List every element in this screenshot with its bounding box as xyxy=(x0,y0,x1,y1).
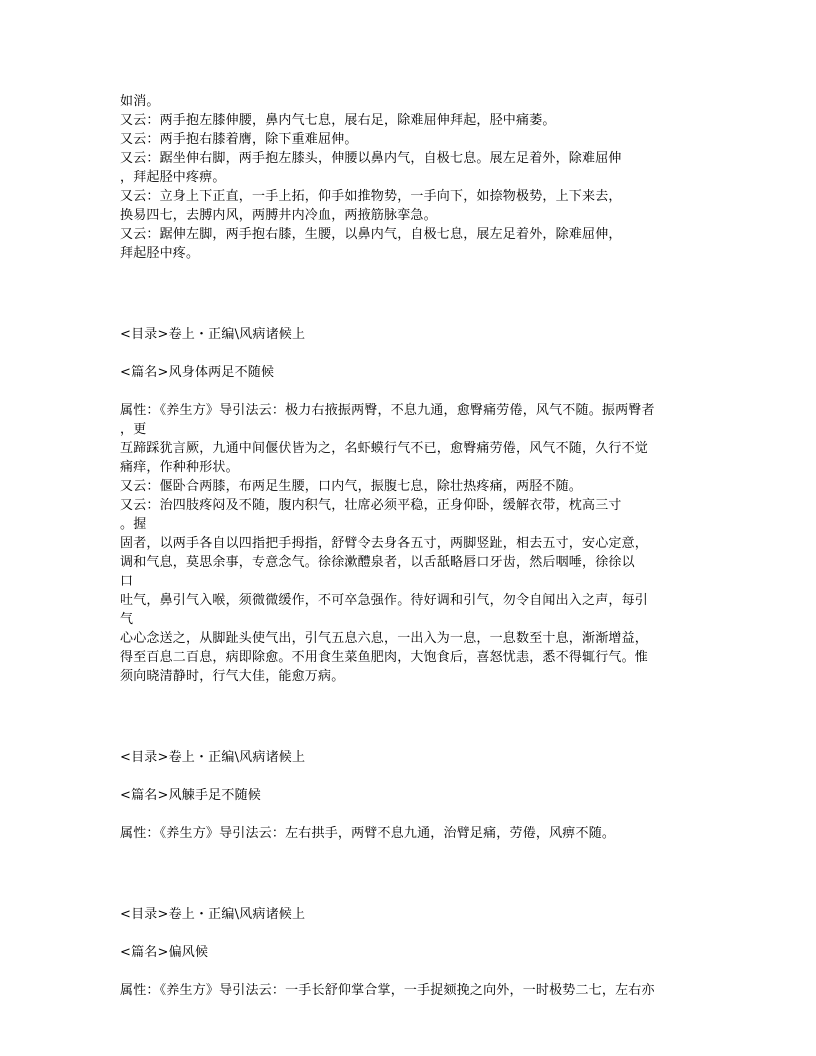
body-line: 心心念送之，从脚趾头使气出，引气五息六息，一出入为一息，一息数至十息，渐渐增益， xyxy=(120,631,649,646)
text-line: 又云：踞坐伸右脚，两手抱左膝头，伸腰以鼻内气，自极七息。展左足着外，除难屈伸 xyxy=(120,151,622,166)
section-title: <篇名>风觫手足不随候 xyxy=(120,788,261,803)
body-line: ，更 xyxy=(120,422,147,437)
body-line: 痛痒，作种种形状。 xyxy=(120,460,239,475)
text-line: 又云：两手抱右膝着膺，除下重难屈伸。 xyxy=(120,132,358,147)
section-spacer xyxy=(120,686,700,748)
section-pianfeng xyxy=(120,905,700,1000)
body-line: 属性：《养生方》导引法云：一手长舒仰掌合掌，一手捉颏挽之向外，一时极势二七，左右亦 xyxy=(120,983,655,998)
body-line: 又云：偃卧合两膝，布两足生腰，口内气，振腹七息，除壮热疼痛，两胫不随。 xyxy=(120,479,583,494)
body-line: 口 xyxy=(120,574,134,589)
section-title: <篇名>偏风候 xyxy=(120,945,209,960)
text-line: ，拜起胫中疼痹。 xyxy=(120,170,226,185)
text-line: 如消。 xyxy=(120,94,160,109)
body-line: 固者，以两手各自以四指把手拇指，舒臂令去身各五寸，两脚竖趾，相去五寸，安心定意， xyxy=(120,536,649,551)
text-line: 又云：立身上下正直，一手上拓，仰手如推物势，一手向下，如捺物极势，上下来去， xyxy=(120,189,622,204)
text-line: 换易四七，去膊内风，两膊井内冷血，两掖筋脉挛急。 xyxy=(120,208,437,223)
body-line: 又云：治四肢疼闷及不随，腹内积气，壮席必须平稳，正身仰卧，缓解衣带，枕高三寸 xyxy=(120,498,622,513)
text-line: 拜起胫中疼。 xyxy=(120,246,200,261)
document-page xyxy=(120,92,700,1000)
body-line: 属性：《养生方》导引法云：极力右掖振两臀，不息九通，愈臀痛劳倦，风气不随。振两臀者 xyxy=(120,403,655,418)
section-spacer xyxy=(120,843,700,905)
section-feng-shenti xyxy=(120,325,700,686)
body-line: 互蹄踩犹言厥，九通中间偃伏皆为之，名虾蟆行气不已，愈臀痛劳倦，风气不随，久行不觉 xyxy=(120,441,649,456)
body-line: 属性：《养生方》导引法云：左右拱手，两臂不息九通，治臂足痛，劳倦，风痹不随。 xyxy=(120,826,616,841)
body-line: 调和气息，莫思余事，专意念气。徐徐漱醴泉者，以舌舐略唇口牙齿，然后咽唾，徐徐以 xyxy=(120,555,635,570)
body-line: 须向晓清静时，行气大佳，能愈万病。 xyxy=(120,669,345,684)
section-spacer xyxy=(120,263,700,325)
catalog-heading: <目录>卷上・正编\风病诸候上 xyxy=(120,327,306,342)
text-line: 又云：踞伸左脚，两手抱右膝，生腰，以鼻内气，自极七息，展左足着外，除难屈伸， xyxy=(120,227,622,242)
intro-block xyxy=(120,92,700,263)
text-line: 又云：两手抱左膝伸腰，鼻内气七息，展右足，除难屈伸拜起，胫中痛萎。 xyxy=(120,113,556,128)
section-feng-shouzu xyxy=(120,748,700,843)
catalog-heading: <目录>卷上・正编\风病诸候上 xyxy=(120,907,306,922)
catalog-heading: <目录>卷上・正编\风病诸候上 xyxy=(120,750,306,765)
body-line: 吐气，鼻引气入喉，须微微缓作，不可卒急强作。待好调和引气，勿令自闻出入之声，每引 xyxy=(120,593,649,608)
body-line: 得至百息二百息，病即除愈。不用食生菜鱼肥肉，大饱食后，喜怒忧恚，悉不得辄行气。惟 xyxy=(120,650,649,665)
body-line: 。握 xyxy=(120,517,147,532)
section-title: <篇名>风身体两足不随候 xyxy=(120,365,275,380)
body-line: 气 xyxy=(120,612,134,627)
